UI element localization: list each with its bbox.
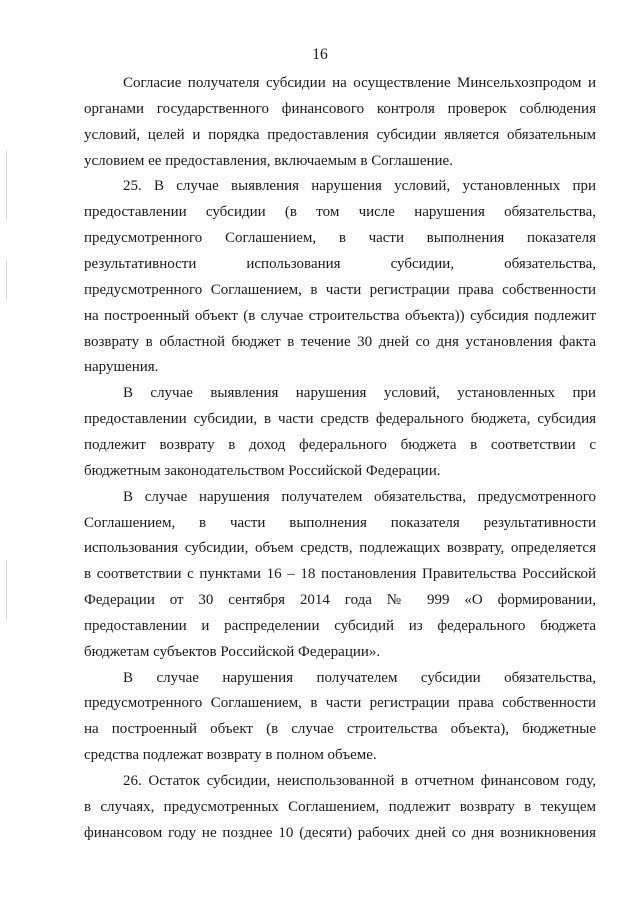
- text-line: средства подлежат возврату в полном объеме.: [84, 747, 377, 764]
- text-line: условий, целей и порядка предоставления субсидии является обязательным: [84, 126, 596, 143]
- text-line: возврату в областной бюджет в течение 30 дней со дня установления факта: [84, 333, 596, 350]
- text-line: предусмотренного Соглашением, в части регистрации права собственности: [84, 695, 596, 712]
- text-line: предоставлении и распределении субсидий из федерального бюджета: [84, 617, 596, 634]
- text-line: результативности использования субсидии, обязательства,: [84, 256, 596, 272]
- text-line: подлежит возврату в доход федерального бюджета в соответствии с: [84, 436, 596, 453]
- text-line: использования субсидии, объем средств, подлежащих возврату, определяется: [84, 540, 596, 557]
- text-line: предусмотренного Соглашением, в части выполнения показателя: [84, 230, 596, 247]
- text-line: финансовом году не позднее 10 (десяти) рабочих дней со дня возникновения: [84, 824, 596, 841]
- text-line: в соответствии с пунктами 16 – 18 постановления Правительства Российской: [84, 566, 596, 583]
- text-line: предусмотренного Соглашением, в части регистрации права собственности: [84, 281, 596, 298]
- text-line: 25. В случае выявления нарушения условий, установленных при: [123, 178, 596, 195]
- text-line: 26. Остаток субсидии, неиспользованной в отчетном финансовом году,: [123, 773, 596, 789]
- scan-artifact: [6, 150, 7, 220]
- text-line: бюджетным законодательством Российской Федерации.: [84, 462, 441, 479]
- text-line: условием ее предоставления, включаемым в Соглашение.: [84, 152, 453, 169]
- text-line: предоставлении субсидии (в том числе нарушения обязательства,: [84, 204, 596, 221]
- text-line: Согласие получателя субсидии на осуществление Минсельхозпродом и: [123, 75, 596, 91]
- text-line: В случае нарушения получателем субсидии обязательства,: [123, 669, 596, 686]
- text-line: В случае нарушения получателем обязательства, предусмотренного: [123, 488, 596, 505]
- scan-artifact: [6, 260, 7, 300]
- text-line: органами государственного финансового контроля проверок соблюдения: [84, 100, 596, 117]
- text-line: В случае выявления нарушения условий, установленных при: [123, 385, 596, 402]
- text-line: в случаях, предусмотренных Соглашением, подлежит возврату в текущем: [84, 798, 596, 815]
- text-line: на построенный объект (в случае строительства объекта), бюджетные: [84, 721, 596, 738]
- page-number: 16: [312, 46, 328, 63]
- text-line: бюджетам субъектов Российской Федерации».: [84, 643, 381, 660]
- text-line: предоставлении субсидии, в части средств федерального бюджета, субсидия: [84, 411, 596, 428]
- text-line: на построенный объект (в случае строительства объекта)) субсидия подлежит: [84, 307, 596, 324]
- text-line: нарушения.: [84, 359, 159, 376]
- scan-artifact: [6, 560, 7, 620]
- text-line: Соглашением, в части выполнения показателя результативности: [84, 514, 596, 531]
- text-line: Федерации от 30 сентября 2014 года № 999 «О формировании,: [84, 592, 596, 608]
